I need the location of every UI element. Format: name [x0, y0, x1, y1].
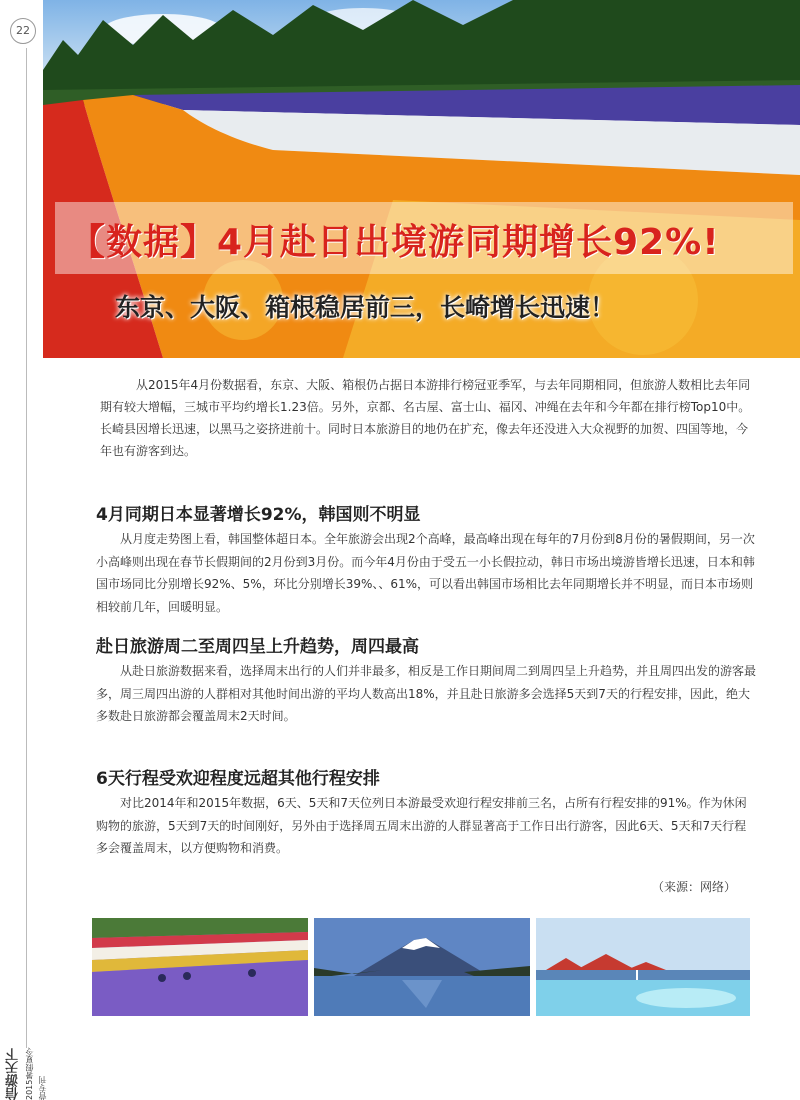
page-number: 22: [10, 18, 36, 44]
section-2-heading: 赴日旅游周二至周四呈上升趋势，周四最高: [96, 637, 419, 657]
hero-title-band: [55, 202, 793, 274]
resort-pool-photo: [536, 918, 750, 1016]
intro-paragraph: 从2015年4月份数据看，东京、大阪、箱根仍占据日本游排行榜冠亚季军，与去年同期相同，但旅游人数相比去年同期有较大增幅，三城市平均约增长1.23倍。另外，京都、名古屋、富士山、福冈、冲绳在去年和今年都在排行榜Top10中。长崎县因增长迅速，以黑马之姿挤进前十。同时日本旅游目的地仍在扩充，像去年还没进入大众视野的加贺、四国等地，今年也有游客到达。: [100, 378, 751, 458]
hero-title: 【数据】4月赴日出境游同期增长92%!: [69, 222, 720, 263]
hero-subtitle: 东京、大阪、箱根稳居前三，长崎增长迅速！: [115, 293, 616, 322]
side-label-subtitle: 2015暑假夏令营专刊: [25, 1047, 47, 1100]
section-3-heading: 6天行程受欢迎程度远超其他行程安排: [96, 769, 380, 789]
section-3-body: 对比2014年和2015年数据，6天、5天和7天位列日本游最受欢迎行程安排前三名，占所有行程安排的91%。作为休闲购物的旅游，5天到7天的时间刚好，另外由于选择周五周末出游的人群显著高于工作日出行游客，因此6天、5天和7天行程多会覆盖周末，以方便购物和消费。: [96, 796, 747, 855]
lavender-field-photo: [92, 918, 308, 1016]
hero-banner: [43, 0, 800, 358]
section-1-body: 从月度走势图上看，韩国整体超日本。全年旅游会出现2个高峰，最高峰出现在每年的7月份到8月份的暑假期间，另一次小高峰则出现在春节长假期间的2月份到3月份。而今年4月份由于受五一小长假拉动，韩日市场出境游皆增长迅速，日本和韩国市场同比分别增长92%、5%，环比分别增长39%、、61%，可以看出韩国市场相比去年同期增长并不明显，而日本市场则相较前几年，回暖明显。: [96, 532, 755, 614]
mount-fuji-photo: [314, 918, 530, 1016]
side-label-title: 信游天下: [6, 1048, 21, 1100]
section-2-body: 从赴日旅游数据来看，选择周末出行的人们并非最多，相反是工作日期间周二到周四呈上升趋势，并且周四出发的游客最多，周三周四出游的人群相对其他时间出游的平均人数高出18%，并且赴日旅游多会选择5天到7天的行程安排，因此，绝大多数赴日旅游都会覆盖周末2天时间。: [96, 664, 757, 723]
source-note: （来源：网络）: [652, 880, 737, 894]
section-1-heading: 4月同期日本显著增长92%，韩国则不明显: [96, 505, 421, 525]
side-label: [4, 1040, 49, 1100]
side-divider: [26, 48, 27, 1048]
